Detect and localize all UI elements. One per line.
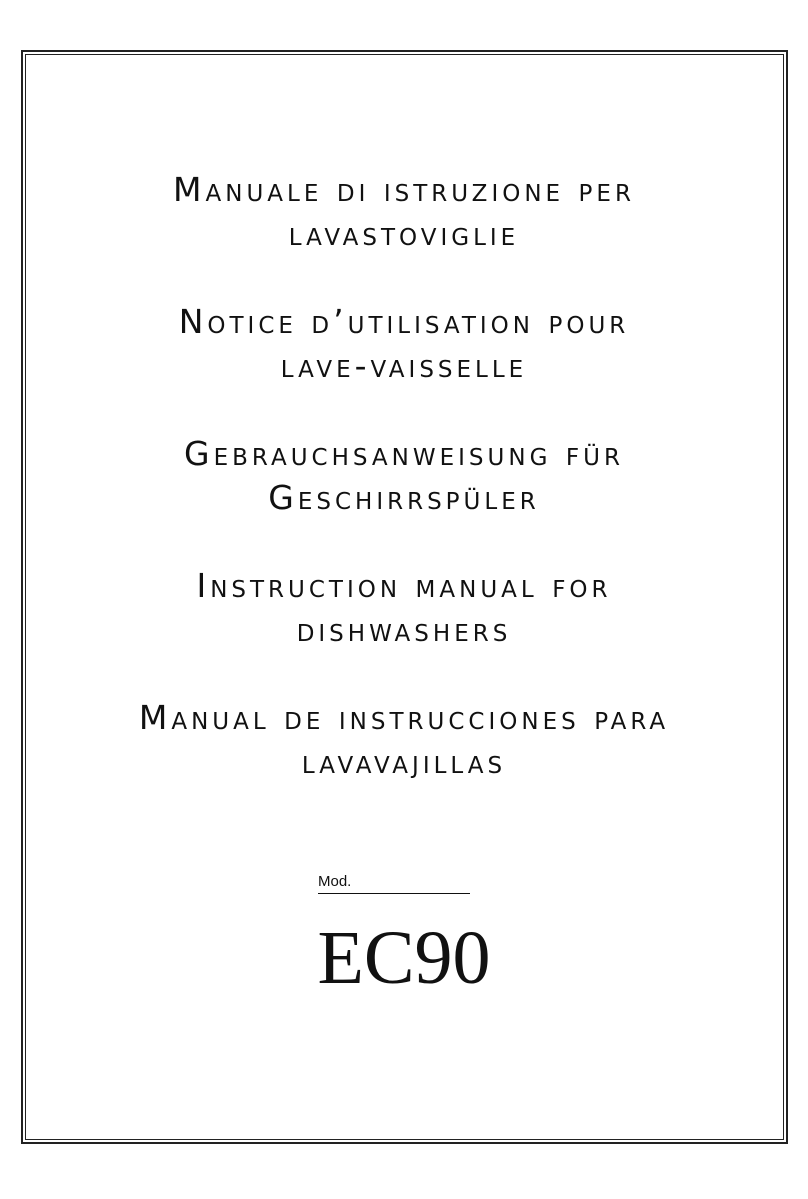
title-spanish-line-1: Manual de instrucciones para [138,698,670,737]
title-german-line-1: Gebrauchsanweisung für [184,434,624,473]
title-french-line-1: Notice d’utilisation pour [178,302,630,341]
title-italian [0,168,808,256]
title-english-line-2: dishwashers [296,610,512,649]
title-english [0,564,808,652]
title-german-line-2: Geschirrspüler [268,478,540,517]
title-spanish [0,696,808,784]
manual-titles [0,168,808,828]
title-french [0,300,808,388]
title-italian-line-1: Manuale di istruzione per [173,170,635,209]
title-english-line-1: Instruction manual for [196,566,612,605]
model-number: EC90 [317,916,491,1000]
model-label: Mod. [318,872,470,894]
title-spanish-line-2: lavavajillas [301,742,507,781]
title-italian-line-2: lavastoviglie [288,214,520,253]
title-german [0,432,808,520]
title-french-line-2: lave-vaisselle [280,346,528,385]
